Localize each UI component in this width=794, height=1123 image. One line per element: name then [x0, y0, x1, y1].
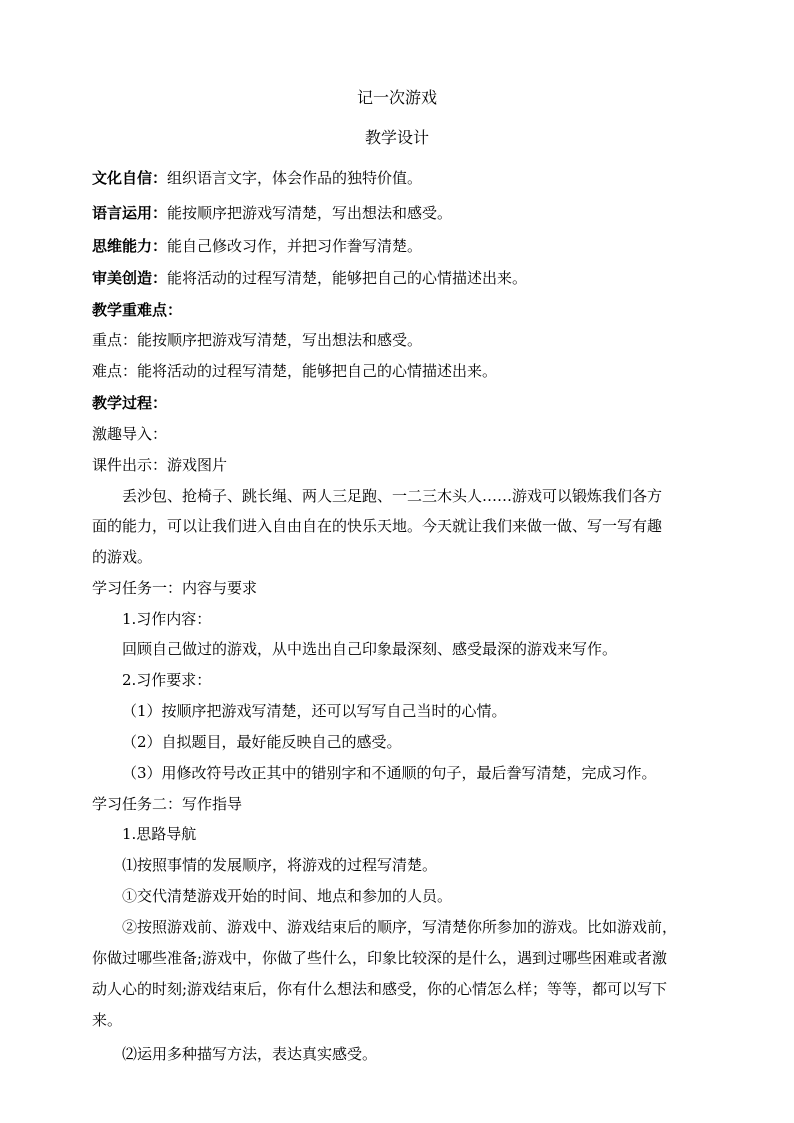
guide-para-line: 你做过哪些准备;游戏中，你做了些什么，印象比较深的是什么，遇到过哪些困难或者激 — [92, 949, 668, 967]
requirement-item: （2）自拟题目，最好能反映自己的感受。 — [122, 733, 402, 751]
guide-para-line: ②按照游戏前、游戏中、游戏结束后的顺序，写清楚你所参加的游戏。比如游戏前， — [122, 918, 678, 936]
goal-label: 思维能力： — [92, 237, 168, 255]
content-text: 回顾自己做过的游戏，从中选出自己印象最深刻、感受最深的游戏来写作。 — [122, 640, 618, 658]
key-point: 重点：能按顺序把游戏写清楚，写出想法和感受。 — [92, 331, 423, 349]
goal-label: 审美创造： — [92, 269, 168, 287]
guide-item: ⑵运用多种描写方法，表达真实感受。 — [122, 1045, 378, 1063]
goal-language — [92, 203, 452, 223]
goal-label: 语言运用： — [92, 204, 168, 222]
task1-heading: 学习任务一：内容与要求 — [92, 579, 258, 597]
document-title: 记一次游戏 — [356, 88, 437, 107]
requirement-item: （1）按顺序把游戏写清楚，还可以写写自己当时的心情。 — [122, 702, 507, 720]
goal-culture — [92, 168, 422, 188]
content-heading: 1.习作内容： — [122, 610, 212, 628]
task2-heading: 学习任务二：写作指导 — [92, 795, 243, 813]
goal-text: 能自己修改习作，并把习作誊写清楚。 — [167, 237, 423, 255]
goal-text: 组织语言文字，体会作品的独特价值。 — [167, 169, 423, 187]
intro-heading: 激趣导入： — [92, 425, 168, 443]
guide-subitem: ①交代清楚游戏开始的时间、地点和参加的人员。 — [122, 887, 453, 905]
courseware-line: 课件出示：游戏图片 — [92, 456, 228, 474]
key-heading: 教学重难点： — [92, 301, 183, 319]
goal-aesthetic — [92, 268, 527, 288]
goal-label: 文化自信： — [92, 169, 168, 187]
intro-para-line: 的游戏。 — [92, 548, 153, 566]
process-heading: 教学过程： — [92, 394, 168, 412]
document-subtitle: 教学设计 — [364, 128, 429, 147]
goal-text: 能将活动的过程写清楚，能够把自己的心情描述出来。 — [167, 269, 528, 287]
intro-para-line: 丢沙包、抢椅子、跳长绳、两人三足跑、一二三木头人……游戏可以锻炼我们各方 — [122, 487, 663, 505]
goal-text: 能按顺序把游戏写清楚，写出想法和感受。 — [167, 204, 453, 222]
intro-para-line: 面的能力，可以让我们进入自由自在的快乐天地。今天就让我们来做一做、写一写有趣 — [92, 517, 663, 535]
guide-para-line: 动人心的时刻;游戏结束后，你有什么想法和感受，你的心情怎么样；等等，都可以写下 — [92, 980, 668, 998]
requirement-item: （3）用修改符号改正其中的错别字和不通顺的句子，最后誊写清楚，完成习作。 — [122, 764, 657, 782]
guide-heading: 1.思路导航 — [122, 825, 197, 843]
goal-thinking — [92, 236, 422, 256]
guide-para-line: 来。 — [92, 1011, 123, 1029]
difficult-point: 难点：能将活动的过程写清楚，能够把自己的心情描述出来。 — [92, 362, 498, 380]
guide-item: ⑴按照事情的发展顺序，将游戏的过程写清楚。 — [122, 856, 438, 874]
requirements-heading: 2.习作要求： — [122, 671, 212, 689]
